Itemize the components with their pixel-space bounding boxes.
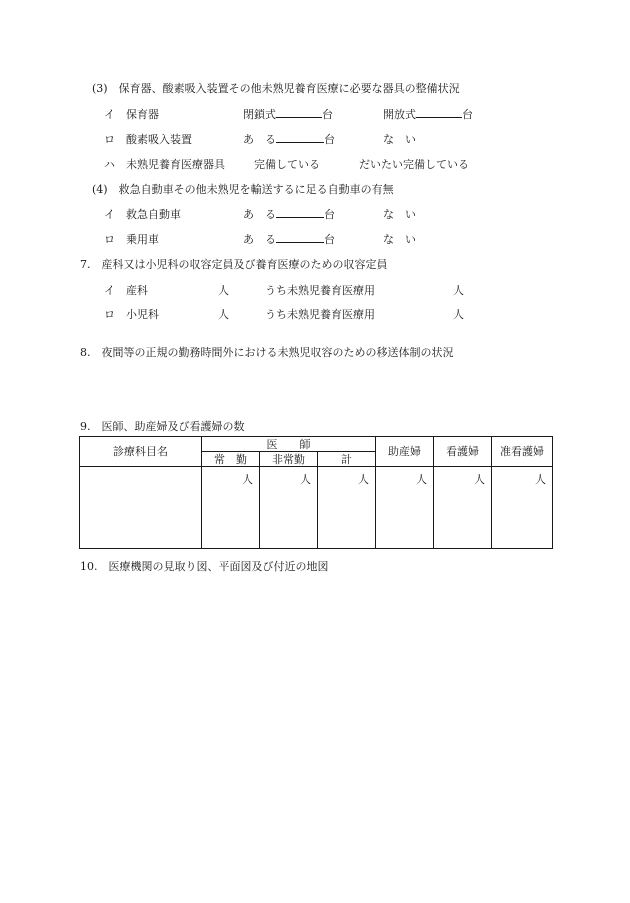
oxygen-no: な い — [383, 133, 416, 146]
header-dept: 診療科目名 — [80, 437, 202, 467]
fulltime-cell[interactable]: 人 — [202, 467, 260, 549]
parttime-cell[interactable]: 人 — [260, 467, 318, 549]
section-9-title: 9. 医師、助産婦及び看護婦の数 — [80, 420, 245, 433]
ambulance-count-blank — [276, 208, 324, 218]
obstetrics-label: イ 産科 — [104, 284, 148, 297]
total-cell[interactable]: 人 — [318, 467, 376, 549]
car-count-blank — [276, 233, 324, 243]
car-yes — [243, 233, 335, 247]
midwife-cell[interactable]: 人 — [376, 467, 434, 549]
nurse-cell[interactable]: 人 — [434, 467, 492, 549]
ambulance-yes — [243, 208, 335, 222]
header-doctor: 医 師 — [202, 437, 376, 452]
section-3-title: (3) 保育器、酸素吸入装置その他未熟児養育医療に必要な器具の整備状況 — [92, 82, 460, 95]
header-total: 計 — [318, 452, 376, 467]
header-parttime: 非常勤 — [260, 452, 318, 467]
oxygen-label: ロ 酸素吸入装置 — [104, 133, 192, 146]
pediatrics-label: ロ 小児科 — [104, 308, 159, 321]
equipment-mostly: だいたい完備している — [359, 158, 469, 171]
car-no: な い — [383, 233, 416, 246]
section-4-title: (4) 救急自動車その他未熟児を輸送するに足る自動車の有無 — [92, 183, 394, 196]
header-midwife: 助産婦 — [376, 437, 434, 467]
incubator-open — [383, 108, 473, 122]
equipment-label: ハ 未熟児養育医療器具 — [104, 158, 225, 171]
closed-type-label: 閉鎖式 — [243, 108, 276, 121]
closed-unit: 台 — [322, 108, 333, 121]
car-label: ロ 乗用車 — [104, 233, 159, 246]
pediatrics-unit2: 人 — [453, 308, 464, 321]
section-8-title: 8. 夜間等の正規の勤務時間外における未熟児収容のための移送体制の状況 — [80, 346, 454, 359]
header-fulltime: 常 勤 — [202, 452, 260, 467]
closed-count-blank — [276, 108, 322, 118]
oxygen-count-blank — [276, 133, 324, 143]
car-yes-label: あ る — [243, 233, 276, 246]
car-unit: 台 — [324, 233, 335, 246]
open-count-blank — [416, 108, 462, 118]
dept-cell[interactable] — [80, 467, 202, 549]
section-7-title: 7. 産科又は小児科の収容定員及び養育医療のための収容定員 — [80, 258, 388, 271]
oxygen-unit: 台 — [324, 133, 335, 146]
ambulance-label: イ 救急自動車 — [104, 208, 181, 221]
incubator-closed — [243, 108, 333, 122]
open-type-label: 開放式 — [383, 108, 416, 121]
section-10-title: 10. 医療機関の見取り図、平面図及び付近の地図 — [80, 560, 329, 573]
ambulance-yes-label: あ る — [243, 208, 276, 221]
assoc-nurse-cell[interactable]: 人 — [492, 467, 553, 549]
equipment-complete: 完備している — [254, 158, 320, 171]
incubator-label: イ 保育器 — [104, 108, 159, 121]
obstetrics-sub: うち未熟児養育医療用 — [265, 284, 375, 297]
pediatrics-sub: うち未熟児養育医療用 — [265, 308, 375, 321]
obstetrics-unit2: 人 — [453, 284, 464, 297]
staff-table — [79, 436, 553, 549]
obstetrics-unit: 人 — [218, 284, 229, 297]
oxygen-yes-label: あ る — [243, 133, 276, 146]
open-unit: 台 — [462, 108, 473, 121]
ambulance-no: な い — [383, 208, 416, 221]
ambulance-unit: 台 — [324, 208, 335, 221]
header-nurse: 看護婦 — [434, 437, 492, 467]
pediatrics-unit: 人 — [218, 308, 229, 321]
oxygen-yes — [243, 133, 335, 147]
header-assoc-nurse: 准看護婦 — [492, 437, 553, 467]
